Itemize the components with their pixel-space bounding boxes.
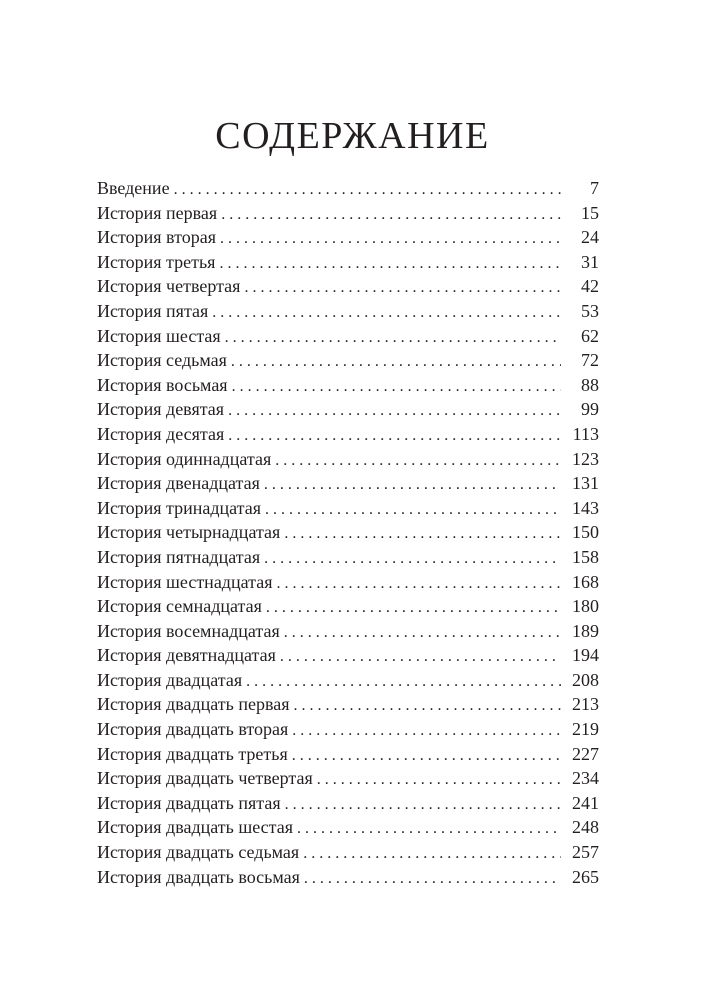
toc-entry-page-number: 265 <box>572 866 599 887</box>
toc-entry[interactable] <box>97 299 599 324</box>
toc-entry-label: История четвертая <box>97 276 241 297</box>
dot-leader <box>317 768 561 791</box>
toc-entry-label: Введение <box>97 178 170 198</box>
dot-leader <box>292 744 561 767</box>
page-title: СОДЕРЖАНИЕ <box>215 115 490 157</box>
toc-entry-page-number: 72 <box>581 350 599 371</box>
dot-leader <box>275 449 561 472</box>
toc-entry[interactable] <box>97 840 599 865</box>
toc-entry-page-number: 189 <box>572 620 599 641</box>
toc-entry[interactable] <box>97 422 599 447</box>
dot-leader <box>276 572 561 595</box>
toc-entry-page-number: 31 <box>581 251 599 272</box>
toc-entry-label: История десятая <box>97 423 225 444</box>
toc-entry-label: История семнадцатая <box>97 596 262 617</box>
dot-leader <box>225 326 561 349</box>
toc-entry[interactable] <box>97 274 599 299</box>
toc-entry[interactable] <box>97 643 599 668</box>
toc-entry-page-number: 7 <box>590 178 599 198</box>
toc-entry-label: История пятнадцатая <box>97 546 261 567</box>
dot-leader <box>292 719 561 742</box>
toc-entry[interactable] <box>97 201 599 226</box>
toc-entry-page-number: 158 <box>572 546 599 567</box>
dot-leader <box>293 694 561 717</box>
dot-leader <box>303 842 561 865</box>
toc-entry[interactable] <box>97 520 599 545</box>
dot-leader <box>228 424 561 447</box>
toc-entry-label: История восьмая <box>97 374 228 395</box>
toc-entry[interactable] <box>97 545 599 570</box>
toc-entry[interactable] <box>97 324 599 349</box>
dot-leader <box>231 350 561 373</box>
dot-leader <box>228 399 561 422</box>
toc-entry-page-number: 194 <box>572 645 599 666</box>
dot-leader <box>232 375 561 398</box>
toc-entry[interactable] <box>97 496 599 521</box>
toc-entry-page-number: 15 <box>581 202 599 223</box>
toc-entry[interactable] <box>97 692 599 717</box>
toc-entry-page-number: 123 <box>572 448 599 469</box>
toc-entry-page-number: 180 <box>572 596 599 617</box>
toc-entry-page-number: 208 <box>572 669 599 690</box>
toc-entry-page-number: 113 <box>572 423 599 444</box>
dot-leader <box>212 301 561 324</box>
dot-leader <box>304 867 561 890</box>
toc-entry-label: История двадцать третья <box>97 743 288 764</box>
dot-leader <box>297 817 561 840</box>
dot-leader <box>284 522 561 545</box>
toc-entry-page-number: 99 <box>581 399 599 420</box>
dot-leader <box>264 547 561 570</box>
toc-entry[interactable] <box>97 397 599 422</box>
toc-entry-label: История двадцать пятая <box>97 792 281 813</box>
toc-entry-page-number: 131 <box>572 473 599 494</box>
table-of-contents <box>97 176 599 889</box>
toc-entry-label: История шестая <box>97 325 221 346</box>
toc-entry-page-number: 257 <box>572 842 599 863</box>
toc-entry-page-number: 53 <box>581 300 599 321</box>
dot-leader <box>265 498 561 521</box>
toc-entry-page-number: 248 <box>572 817 599 838</box>
toc-entry-page-number: 241 <box>572 792 599 813</box>
toc-entry-page-number: 150 <box>572 522 599 543</box>
toc-entry-page-number: 88 <box>581 374 599 395</box>
toc-entry-label: История четырнадцатая <box>97 522 281 543</box>
toc-entry[interactable] <box>97 570 599 595</box>
dot-leader <box>174 178 561 201</box>
dot-leader <box>285 793 561 816</box>
toc-entry-label: История седьмая <box>97 350 227 371</box>
dot-leader <box>219 252 561 275</box>
toc-entry[interactable] <box>97 815 599 840</box>
dot-leader <box>266 596 561 619</box>
toc-entry-page-number: 234 <box>572 768 599 789</box>
toc-entry-label: История двадцать восьмая <box>97 866 300 887</box>
dot-leader <box>284 621 561 644</box>
toc-entry[interactable] <box>97 594 599 619</box>
toc-entry[interactable] <box>97 668 599 693</box>
toc-entry-label: История восемнадцатая <box>97 620 280 641</box>
toc-entry[interactable] <box>97 717 599 742</box>
toc-entry-label: История двадцать первая <box>97 694 290 715</box>
toc-entry-page-number: 24 <box>581 227 599 248</box>
toc-entry-label: История шестнадцатая <box>97 571 273 592</box>
dot-leader <box>244 276 561 299</box>
toc-entry[interactable] <box>97 250 599 275</box>
toc-entry-label: История двадцатая <box>97 669 243 690</box>
dot-leader <box>264 473 561 496</box>
toc-entry[interactable] <box>97 742 599 767</box>
dot-leader <box>221 203 561 226</box>
toc-entry-label: История двадцать седьмая <box>97 842 300 863</box>
dot-leader <box>246 670 561 693</box>
toc-entry-label: История девятнадцатая <box>97 645 276 666</box>
toc-entry-page-number: 42 <box>581 276 599 297</box>
toc-entry-label: История двенадцатая <box>97 473 260 494</box>
toc-entry-label: История одиннадцатая <box>97 448 272 469</box>
toc-entry-label: История третья <box>97 251 216 272</box>
toc-entry-label: История девятая <box>97 399 225 420</box>
toc-entry[interactable] <box>97 471 599 496</box>
toc-entry[interactable] <box>97 373 599 398</box>
dot-leader <box>280 645 561 668</box>
toc-entry[interactable] <box>97 619 599 644</box>
toc-entry-label: История вторая <box>97 227 216 248</box>
toc-entry-page-number: 168 <box>572 571 599 592</box>
dot-leader <box>220 227 561 250</box>
toc-entry[interactable] <box>97 865 599 890</box>
toc-entry-label: История двадцать четвертая <box>97 768 313 789</box>
toc-entry-page-number: 213 <box>572 694 599 715</box>
toc-entry[interactable] <box>97 791 599 816</box>
toc-entry-label: История пятая <box>97 300 209 321</box>
toc-entry[interactable] <box>97 225 599 250</box>
toc-entry-label: История двадцать вторая <box>97 719 289 740</box>
toc-entry-page-number: 219 <box>572 719 599 740</box>
toc-entry-page-number: 62 <box>581 325 599 346</box>
toc-entry-label: История первая <box>97 202 218 223</box>
toc-entry[interactable] <box>97 348 599 373</box>
toc-entry-page-number: 143 <box>572 497 599 518</box>
toc-entry-label: История тринадцатая <box>97 497 262 518</box>
toc-entry-page-number: 227 <box>572 743 599 764</box>
toc-entry-label: История двадцать шестая <box>97 817 293 838</box>
toc-entry[interactable] <box>97 766 599 791</box>
toc-entry[interactable] <box>97 176 599 201</box>
toc-entry[interactable] <box>97 447 599 472</box>
